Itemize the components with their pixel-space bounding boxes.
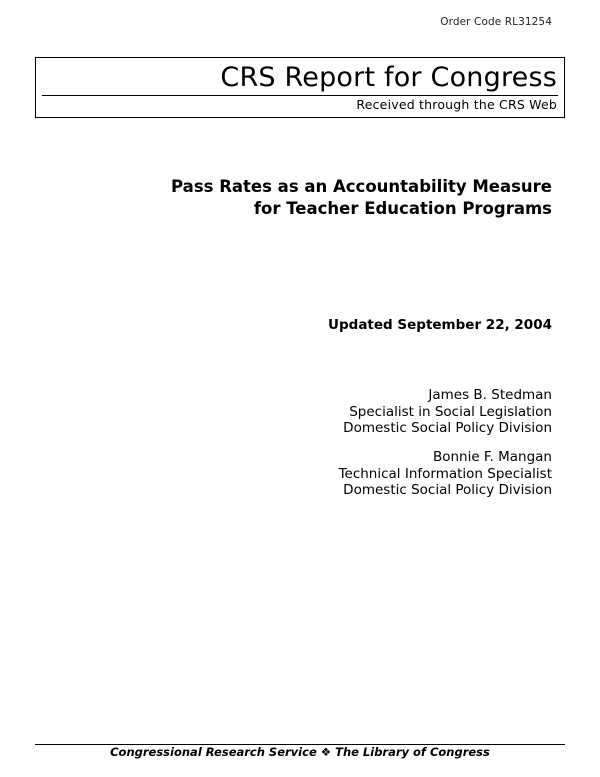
footer-library: The Library of Congress [335, 745, 490, 759]
footer [0, 745, 600, 759]
header-divider [42, 95, 558, 96]
report-header-box [35, 57, 565, 118]
author-block [339, 449, 552, 499]
author-name: Bonnie F. Mangan [432, 449, 552, 465]
author-division: Domestic Social Policy Division [343, 420, 552, 436]
report-series-subtitle: Received through the CRS Web [356, 97, 557, 112]
author-division: Domestic Social Policy Division [343, 482, 552, 498]
author-name: James B. Stedman [428, 387, 552, 403]
diamond-separator-icon: ❖ [320, 745, 332, 759]
document-title-line-1: Pass Rates as an Accountability Measure [171, 177, 552, 196]
order-code: Order Code RL31254 [440, 16, 552, 28]
report-series-title: CRS Report for Congress [220, 62, 557, 93]
author-title: Specialist in Social Legislation [349, 403, 552, 420]
document-title-line-2: for Teacher Education Programs [253, 199, 552, 218]
author-title: Technical Information Specialist [338, 465, 552, 482]
author-block [343, 387, 552, 437]
footer-organization: Congressional Research Service [110, 745, 317, 759]
updated-date: Updated September 22, 2004 [328, 317, 552, 333]
document-title [171, 176, 552, 220]
